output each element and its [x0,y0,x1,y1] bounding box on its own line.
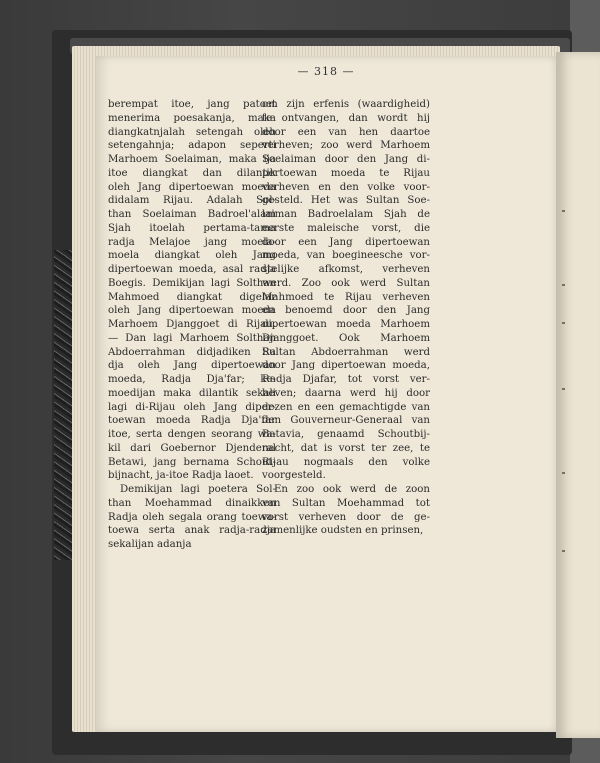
text-line: bijnacht, ja-itoe Radja laoet. [108,470,254,482]
text-line: Betawi, jang bernama Schout- [108,456,276,468]
text-line: dja oleh Jang dipertoewan [108,360,276,372]
text-line: heven; daarna werd hij door [262,387,430,399]
text-line: verheven en den volke voor- [262,181,430,193]
text-line: Rijau nogmaals den volke [262,456,430,468]
text-line: Radja Djafar, tot vorst ver- [262,374,430,385]
text-line: than Moehammad dinaikken [108,497,276,509]
malay-text-column [108,98,276,552]
text-line: oleh Jang dipertoewan moeda [108,181,276,193]
text-line: radja Melajoe jang moela- [108,236,276,248]
text-line: than Soelaiman Badroel'alam [108,209,276,220]
text-line: Sjah itoelah pertama-tama [108,222,276,234]
text-line: berempat itoe, jang patoet [108,99,276,110]
text-line: vorst verheven door de ge- [262,511,430,523]
text-line: voorgesteld. [262,470,326,482]
text-line: toewan moeda Radja Dja'far [108,415,276,427]
text-line: didalam Rijau. Adalah Sol- [108,195,276,207]
text-line: werd. Zoo ook werd Sultan [262,277,430,289]
text-line: Sultan Abdoerrahman werd [262,346,430,358]
text-line: menerima poesakanja, maka [108,112,276,124]
text-line: lagi di-Rijau oleh Jang diper- [108,401,276,413]
text-line: toewa serta anak radja-radja [108,525,276,537]
text-line: laiman Badroelalam Sjah de [262,209,430,220]
text-line: stelijke afkomst, verheven [262,264,430,275]
text-line: eerste maleische vorst, die [262,222,430,234]
text-line: door een Jang dipertoewan [262,236,430,248]
text-line: nacht, dat is vorst ter zee, te [262,442,430,454]
text-line: moeda, Radja Dja'far; ke- [108,374,276,385]
text-line: moela diangkat oleh Jang [108,250,276,262]
text-line: dipertoewan moeda Marhoem [262,319,430,330]
text-line: itoe, serta dengen seorang wa- [108,429,276,440]
text-line: Demikijan lagi poetera Sol- [120,484,276,495]
text-line: Abdoerrahman didjadiken Ra [108,346,276,358]
page-number-text: — 318 — [297,65,355,78]
text-line: setengahnja; adapon seperti [108,140,276,152]
facing-page-mark [562,472,565,474]
text-line: moedijan maka dilantik sekali [108,387,276,399]
text-line: pertoewan moeda te Rijau [262,167,430,179]
text-line: Marhoem Soelaiman, maka ija [108,154,276,165]
facing-page-mark [562,388,565,390]
text-line: Radja oleh segala orang toewa- [108,511,276,523]
text-line: door een van hen daartoe [262,126,430,138]
text-line: Soelaiman door den Jang di- [262,154,430,165]
text-line: diangkatnjalah setengah oleh [108,126,276,138]
text-line: Marhoem Djanggoet di Rijau. [108,319,276,330]
text-line: dezen en een gemachtigde van [262,401,430,413]
text-line: verheven; zoo werd Marhoem [262,140,430,152]
text-line: itoe diangkat dan dilantik [108,167,276,179]
facing-page-mark [562,284,565,286]
text-line: Mahmoed te Rijau verheven [262,291,430,303]
text-line: door Jang dipertoewan moeda, [262,360,430,372]
text-line: — Dan lagi Marhoem Solthan [108,332,276,344]
text-line: om zijn erfenis (waardigheid) [262,99,430,110]
text-line: sekalijan adanja [108,539,192,550]
text-line: Batavia, genaamd Schoutbij- [262,429,430,440]
facing-page-mark [562,550,565,552]
text-line: En zoo ook werd de zoon [274,484,430,495]
text-line: dipertoewan moeda, asal radja [108,264,276,275]
text-line: moeda, van boegineesche vor- [262,250,430,262]
text-line: en benoemd door den Jang [262,305,430,317]
facing-page-mark [562,322,565,324]
text-line: zamenlijke oudsten en prinsen, [262,525,424,537]
text-line: oleh Jang dipertoewan moeda [108,305,276,317]
text-line: van Sultan Moehammad tot [262,497,430,509]
text-line: te ontvangen, dan wordt hij [262,112,430,124]
text-line: gesteld. Het was Sultan Soe- [262,195,430,207]
dutch-text-column [262,98,430,538]
text-line: kil dari Goebernor Djenderal [108,442,276,454]
text-line: Mahmoed diangkat digelar [108,291,276,303]
text-line: Boegis. Demikijan lagi Solthan [108,277,276,289]
facing-page [556,52,600,738]
facing-page-mark [562,210,565,212]
text-line: den Gouverneur-Generaal van [262,415,430,427]
text-line: Djanggoet. Ook Marhoem [262,332,430,344]
